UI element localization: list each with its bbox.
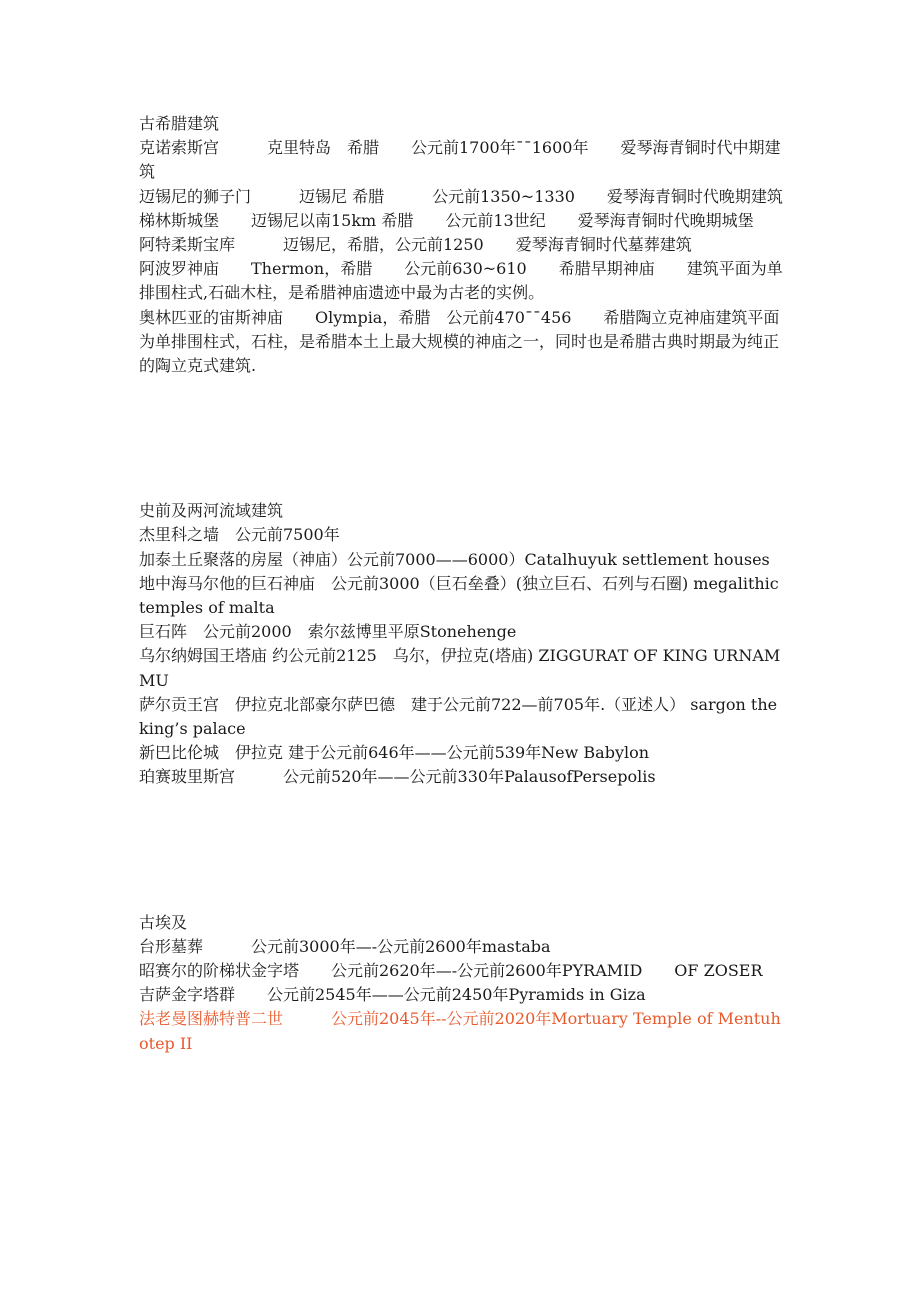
section-ancient-egypt	[139, 911, 784, 1056]
section-heading: 古埃及	[139, 912, 188, 932]
entry-stonehenge: 巨石阵 公元前2000 索尔兹博里平原Stonehenge	[139, 622, 517, 642]
section-heading: 古希腊建筑	[139, 114, 220, 133]
entry-lion-gate: 迈锡尼的狮子门 迈锡尼 希腊 公元前1350~1330 爱琴海青铜时代晚期建筑	[139, 186, 783, 206]
entry-mastaba: 台形墓葬 公元前3000年—-公元前2600年mastaba	[139, 936, 551, 956]
entry-catalhuyuk: 加泰土丘聚落的房屋（神庙）公元前7000——6000）Catalhuyuk settlement houses	[139, 549, 770, 569]
entry-ziggurat-ur-nammu: 乌尔纳姆国王塔庙 约公元前2125 乌尔，伊拉克(塔庙) ZIGGURAT OF KING URNAMMU	[139, 646, 781, 690]
entry-treasury-of-atreus: 阿特柔斯宝库 迈锡尼，希腊，公元前1250 爱琴海青铜时代墓葬建筑	[139, 235, 692, 255]
entry-temple-of-apollo: 阿波罗神庙 Thermon，希腊 公元前630~610 希腊早期神庙 建筑平面为单排围柱式,石础木柱，是希腊神庙遗迹中最为古老的实例。	[139, 259, 783, 303]
entry-malta-temples: 地中海马尔他的巨石神庙 公元前3000（巨石垒叠）(独立巨石、石列与石圈) megalithic temples of malta	[139, 573, 779, 618]
entry-new-babylon: 新巴比伦城 伊拉克 建于公元前646年——公元前539年New Babylon	[139, 743, 650, 763]
document-page	[139, 112, 784, 1056]
section-ancient-greek	[139, 112, 784, 378]
entry-mentuhotep-temple: 法老曼图赫特普二世 公元前2045年--公元前2020年Mortuary Temple of Mentuhotep II	[139, 1009, 781, 1053]
entry-jericho-wall: 杰里科之墙 公元前7500年	[139, 525, 340, 545]
entry-pyramids-of-giza: 吉萨金字塔群 公元前2545年——公元前2450年Pyramids in Giza	[139, 985, 646, 1005]
entry-persepolis: 珀赛玻里斯宫 公元前520年——公元前330年PalausofPersepolis	[139, 767, 656, 787]
entry-temple-of-zeus: 奥林匹亚的宙斯神庙 Olympia，希腊 公元前470¯¯456 希腊陶立克神庙建筑平面为单排围柱式，石柱，是希腊本土上最大规模的神庙之一，同时也是希腊古典时期最为纯正的陶立克式建筑.	[139, 307, 780, 376]
section-prehistoric-mesopotamia	[139, 499, 784, 789]
section-heading: 史前及两河流域建筑	[139, 501, 284, 521]
entry-sargon-palace: 萨尔贡王宫 伊拉克北部豪尔萨巴德 建于公元前722—前705年.（亚述人） sargon the king’s palace	[139, 694, 778, 739]
entry-pyramid-of-zoser: 昭赛尔的阶梯状金字塔 公元前2620年—-公元前2600年PYRAMID OF ZOSER	[139, 961, 763, 981]
entry-knossos-palace: 克诺索斯宫 克里特岛 希腊 公元前1700年¯¯1600年 爱琴海青铜时代中期建筑	[139, 138, 781, 182]
entry-tiryns-citadel: 梯林斯城堡 迈锡尼以南15km 希腊 公元前13世纪 爱琴海青铜时代晚期城堡	[139, 210, 754, 230]
